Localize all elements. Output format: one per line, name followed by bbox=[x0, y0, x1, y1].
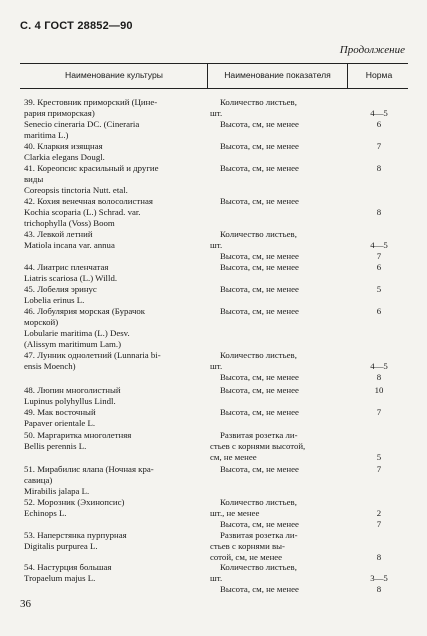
indicator-cell bbox=[210, 97, 344, 130]
indicator-text: Высота, см, не менее bbox=[220, 196, 299, 206]
norm-cell bbox=[350, 141, 408, 152]
norm-value bbox=[350, 229, 408, 240]
crop-cell bbox=[24, 262, 206, 284]
crop-cell bbox=[24, 163, 206, 196]
norm-value: 7 bbox=[376, 407, 382, 417]
crop-cell bbox=[24, 97, 206, 141]
norm-value bbox=[350, 350, 408, 361]
indicator-text: Высота, см, не менее bbox=[220, 306, 299, 316]
indicator-text: Количество листьев, bbox=[220, 497, 297, 507]
norm-value: 10 bbox=[374, 385, 384, 395]
indicator-cell bbox=[210, 430, 344, 463]
column-header-crop: Наименование культуры bbox=[65, 70, 163, 80]
indicator-cell bbox=[210, 163, 344, 174]
norm-cell bbox=[350, 464, 408, 475]
norm-value bbox=[350, 430, 408, 441]
indicator-text: см, не менее bbox=[210, 452, 257, 462]
crop-text: ensis Moench) bbox=[24, 361, 76, 371]
crop-text: Mirabilis jalapa L. bbox=[24, 486, 90, 496]
indicator-text: шт. bbox=[210, 240, 223, 250]
crop-text: морской) bbox=[24, 317, 59, 327]
crop-text: рария приморская) bbox=[24, 108, 95, 118]
crop-text: (Alissym maritimum Lam.) bbox=[24, 339, 121, 349]
crop-text: 40. Кларкия изящная bbox=[24, 141, 103, 151]
norm-value bbox=[350, 196, 408, 207]
norm-value: 2 bbox=[376, 508, 382, 518]
crop-cell bbox=[24, 229, 206, 251]
norm-cell bbox=[350, 284, 408, 295]
page-number: 36 bbox=[20, 598, 31, 610]
crop-text: 42. Кохия венечная волосолистная bbox=[24, 196, 153, 206]
document-header: С. 4 ГОСТ 28852—90 bbox=[20, 20, 133, 32]
column-header-norm: Норма bbox=[365, 70, 393, 80]
crop-text: maritima L.) bbox=[24, 130, 69, 140]
norm-value: 4—5 bbox=[370, 361, 388, 371]
header-bottom-rule bbox=[20, 88, 408, 89]
norm-value: 3—5 bbox=[370, 573, 388, 583]
crop-text: Digitalis purpurea L. bbox=[24, 541, 98, 551]
indicator-cell bbox=[210, 407, 344, 418]
norm-cell bbox=[350, 407, 408, 418]
crop-text: Bellis perennis L. bbox=[24, 441, 87, 451]
norm-cell bbox=[350, 97, 408, 130]
crop-cell bbox=[24, 562, 206, 584]
crop-cell bbox=[24, 385, 206, 407]
norm-value: 4—5 bbox=[370, 240, 388, 250]
crop-text: 49. Мак восточный bbox=[24, 407, 96, 417]
norm-cell bbox=[350, 262, 408, 273]
column-header-indicator: Наименование показателя bbox=[224, 70, 331, 80]
norm-cell bbox=[350, 163, 408, 174]
norm-cell bbox=[350, 229, 408, 262]
crop-text: виды bbox=[24, 174, 44, 184]
norm-value: 8 bbox=[376, 372, 382, 382]
indicator-text: Количество листьев, bbox=[220, 97, 297, 107]
crop-cell bbox=[24, 350, 206, 372]
crop-text: 44. Лиатрис пленчатая bbox=[24, 262, 109, 272]
crop-text: Papaver orientale L. bbox=[24, 418, 96, 428]
indicator-text: Количество листьев, bbox=[220, 350, 297, 360]
indicator-text: Высота, см, не менее bbox=[220, 372, 299, 382]
indicator-text: Высота, см, не менее bbox=[220, 284, 299, 294]
crop-cell bbox=[24, 141, 206, 163]
crop-text: 48. Люпин многолистный bbox=[24, 385, 121, 395]
norm-value: 6 bbox=[376, 119, 382, 129]
indicator-cell bbox=[210, 229, 344, 262]
crop-cell bbox=[24, 407, 206, 429]
norm-value: 8 bbox=[376, 552, 382, 562]
crop-text: Liatris scariosa (L.) Willd. bbox=[24, 273, 118, 283]
crop-text: 46. Лобулярия морская (Бурачок bbox=[24, 306, 146, 316]
crop-text: Tropaelum majus L. bbox=[24, 573, 96, 583]
crop-cell bbox=[24, 464, 206, 497]
crop-cell bbox=[24, 306, 206, 350]
norm-cell bbox=[350, 350, 408, 383]
crop-text: 45. Лобелия эринус bbox=[24, 284, 97, 294]
crop-text: 50. Маргаритка многолетняя bbox=[24, 430, 132, 440]
crop-text: Matiola incana var. annua bbox=[24, 240, 115, 250]
norm-value: 8 bbox=[376, 207, 382, 217]
indicator-text: Высота, см, не менее bbox=[220, 407, 299, 417]
indicator-cell bbox=[210, 385, 344, 396]
indicator-text: Высота, см, не менее bbox=[220, 584, 299, 594]
crop-cell bbox=[24, 430, 206, 452]
crop-text: 53. Наперстянка пурпурная bbox=[24, 530, 127, 540]
norm-value bbox=[350, 97, 408, 108]
table-top-rule bbox=[20, 63, 408, 64]
norm-value bbox=[350, 441, 408, 452]
norm-cell bbox=[350, 530, 408, 563]
norm-value: 6 bbox=[376, 262, 382, 272]
norm-value: 6 bbox=[376, 306, 382, 316]
indicator-text: Развитая розетка ли- bbox=[220, 430, 298, 440]
indicator-text: сотой, см, не менее bbox=[210, 552, 283, 562]
crop-text: 52. Морозник (Эхинопсис) bbox=[24, 497, 125, 507]
indicator-cell bbox=[210, 464, 344, 475]
norm-value: 7 bbox=[376, 251, 382, 261]
indicator-text: Высота, см, не менее bbox=[220, 141, 299, 151]
norm-value: 7 bbox=[376, 519, 382, 529]
crop-cell bbox=[24, 196, 206, 229]
norm-value bbox=[350, 497, 408, 508]
indicator-text: Высота, см, не менее bbox=[220, 519, 299, 529]
indicator-cell bbox=[210, 350, 344, 383]
indicator-cell bbox=[210, 530, 344, 563]
indicator-text: Высота, см, не менее bbox=[220, 119, 299, 129]
indicator-text: шт. bbox=[210, 361, 223, 371]
indicator-cell bbox=[210, 262, 344, 273]
crop-text: 39. Крестовник приморский (Цине- bbox=[24, 97, 158, 107]
crop-text: Kochia scoparia (L.) Schrad. var. bbox=[24, 207, 141, 217]
crop-text: 47. Лунник однолетний (Lunnaria bi- bbox=[24, 350, 161, 360]
norm-value: 7 bbox=[376, 141, 382, 151]
crop-text: Clarkia elegans Dougl. bbox=[24, 152, 105, 162]
indicator-cell bbox=[210, 497, 344, 530]
crop-text: Lobelia erinus L. bbox=[24, 295, 85, 305]
crop-text: савица) bbox=[24, 475, 53, 485]
crop-cell bbox=[24, 497, 206, 519]
norm-cell bbox=[350, 306, 408, 317]
norm-value: 8 bbox=[376, 584, 382, 594]
indicator-text: Высота, см, не менее bbox=[220, 464, 299, 474]
norm-value: 5 bbox=[376, 284, 382, 294]
crop-text: 54. Настурция большая bbox=[24, 562, 112, 572]
indicator-cell bbox=[210, 562, 344, 595]
column-divider-2 bbox=[347, 63, 348, 88]
norm-value bbox=[350, 562, 408, 573]
column-divider-1 bbox=[207, 63, 208, 88]
norm-value: 8 bbox=[376, 163, 382, 173]
indicator-text: стьев с корнями высотой, bbox=[210, 441, 306, 451]
norm-cell bbox=[350, 196, 408, 218]
crop-text: trichophylla (Voss) Boom bbox=[24, 218, 115, 228]
indicator-text: шт. bbox=[210, 108, 223, 118]
crop-cell bbox=[24, 284, 206, 306]
indicator-text: Высота, см, не менее bbox=[220, 385, 299, 395]
indicator-text: Количество листьев, bbox=[220, 562, 297, 572]
indicator-text: стьев с корнями вы- bbox=[210, 541, 285, 551]
crop-text: Lupinus polyhyllus Lindl. bbox=[24, 396, 116, 406]
norm-value: 4—5 bbox=[370, 108, 388, 118]
indicator-text: шт. bbox=[210, 573, 223, 583]
indicator-text: Высота, см, не менее bbox=[220, 262, 299, 272]
norm-cell bbox=[350, 430, 408, 463]
indicator-cell bbox=[210, 284, 344, 295]
indicator-cell bbox=[210, 306, 344, 317]
norm-value bbox=[350, 541, 408, 552]
crop-text: 51. Мирабилис ялапа (Ночная кра- bbox=[24, 464, 154, 474]
crop-text: Senecio cineraria DC. (Cineraria bbox=[24, 119, 140, 129]
indicator-text: Высота, см, не менее bbox=[220, 251, 299, 261]
norm-value: 5 bbox=[376, 452, 382, 462]
crop-text: Echinops L. bbox=[24, 508, 67, 518]
crop-cell bbox=[24, 530, 206, 552]
crop-text: Lobularie maritima (L.) Desv. bbox=[24, 328, 130, 338]
crop-text: 43. Левкой летний bbox=[24, 229, 93, 239]
crop-text: 41. Кореопсис красильный и другие bbox=[24, 163, 159, 173]
norm-cell bbox=[350, 562, 408, 595]
indicator-text: Развитая розетка ли- bbox=[220, 530, 298, 540]
norm-cell bbox=[350, 385, 408, 396]
indicator-text: шт., не менее bbox=[210, 508, 260, 518]
norm-value bbox=[350, 530, 408, 541]
continuation-label: Продолжение bbox=[339, 44, 405, 56]
indicator-cell bbox=[210, 196, 344, 207]
indicator-cell bbox=[210, 141, 344, 152]
norm-cell bbox=[350, 497, 408, 530]
indicator-text: Количество листьев, bbox=[220, 229, 297, 239]
indicator-text: Высота, см, не менее bbox=[220, 163, 299, 173]
crop-text: Coreopsis tinctoria Nutt. etal. bbox=[24, 185, 128, 195]
norm-value: 7 bbox=[376, 464, 382, 474]
